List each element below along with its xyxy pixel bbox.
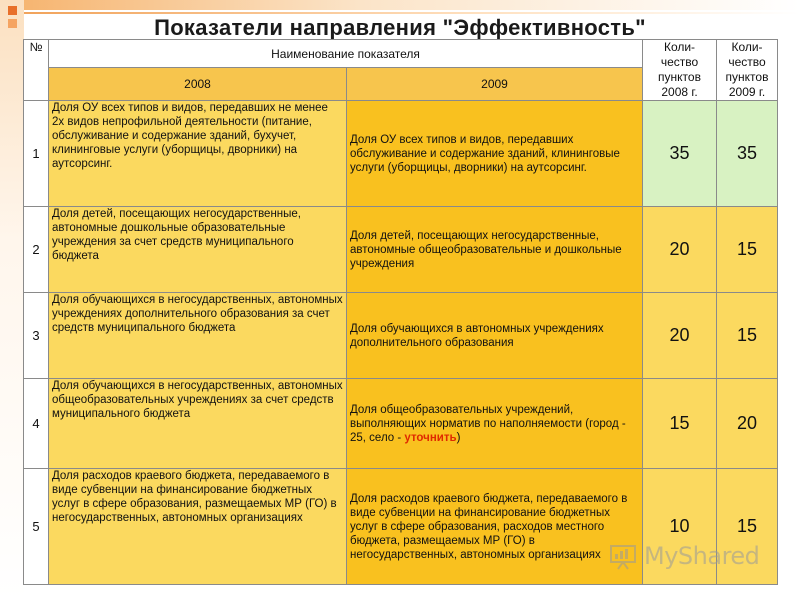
header-number: № [24, 40, 49, 101]
table-row [24, 101, 778, 207]
indicator-2008: Доля детей, посещающих негосударственные, автономные дошкольные образовательные учреждения за счет средств муниципального бюджета [49, 207, 347, 293]
indicator-2009: Доля ОУ всех типов и видов, передавших обслуживание и содержание зданий, клининговые услуги (уборщицы, дворники) на аутсорсинг. [347, 101, 643, 207]
indicator-2008: Доля расходов краевого бюджета, передаваемого в виде субвенции на финансирование бюджетных услуг в сфере образования, размещаемых МР (ГО) в негосударственных, автономных организациях [49, 469, 347, 585]
points-2009: 35 [717, 101, 778, 207]
row-number: 5 [24, 469, 49, 585]
row-number: 4 [24, 379, 49, 469]
points-2008: 10 [643, 469, 717, 585]
indicator-text-end: ) [456, 431, 461, 444]
indicators-table [23, 39, 778, 585]
table-row [24, 379, 778, 469]
indicator-2009: Доля детей, посещающих негосударственные, автономные общеобразовательные и дошкольные учреждения [347, 207, 643, 293]
table-row [24, 293, 778, 379]
indicator-2009: Доля обучающихся в автономных учреждениях дополнительного образования [347, 293, 643, 379]
indicator-2009: Доля расходов краевого бюджета, передаваемого в виде субвенции на финансирование бюджетных услуг в сфере образования, расходов местного бюджета, размещаемых МР (ГО) в негосударственных, автономных организациях [347, 469, 643, 585]
indicator-2009 [347, 379, 643, 469]
header-year-2008: 2008 [49, 68, 347, 101]
points-2008: 20 [643, 293, 717, 379]
row-number: 2 [24, 207, 49, 293]
table-row [24, 207, 778, 293]
points-2008: 35 [643, 101, 717, 207]
watermark-text: MyShared [644, 542, 760, 570]
points-2008: 20 [643, 207, 717, 293]
decorative-square [8, 6, 17, 15]
watermark [608, 538, 759, 574]
row-number: 1 [24, 101, 49, 207]
header-points-2008: Коли- чество пунктов 2008 г. [643, 40, 717, 101]
decorative-square [8, 19, 17, 28]
page-title: Показатели направления "Эффективность" [154, 15, 646, 40]
header-indicator-name: Наименование показателя [49, 40, 643, 68]
points-2009: 15 [717, 207, 778, 293]
points-2009: 20 [717, 379, 778, 469]
indicator-2008: Доля обучающихся в негосударственных, автономных учреждениях дополнительного образования за счет средств муниципального бюджета [49, 293, 347, 379]
points-2008: 15 [643, 379, 717, 469]
header-points-2009: Коли- чество пунктов 2009 г. [717, 40, 778, 101]
points-2009: 15 [717, 469, 778, 585]
decorative-left-bar [0, 0, 24, 600]
indicator-text: Доля общеобразовательных учреждений, выполняющих норматив по наполняемости (город - 25, село - [350, 403, 626, 444]
decorative-top-bar [0, 0, 800, 10]
header-year-2009: 2009 [347, 68, 643, 101]
row-number: 3 [24, 293, 49, 379]
indicator-2008: Доля обучающихся в негосударственных, автономных общеобразовательных учреждениях за счет средств муниципального бюджета [49, 379, 347, 469]
decorative-rule [24, 12, 800, 14]
presentation-icon [608, 541, 638, 571]
clarify-note: уточнить [404, 431, 457, 444]
indicator-2008: Доля ОУ всех типов и видов, передавших не менее 2х видов непрофильной деятельности (питание, обслуживание и содержание зданий, бухучет, клининговые услуги (уборщицы, дворники) на аутсорсинг. [49, 101, 347, 207]
points-2009: 15 [717, 293, 778, 379]
